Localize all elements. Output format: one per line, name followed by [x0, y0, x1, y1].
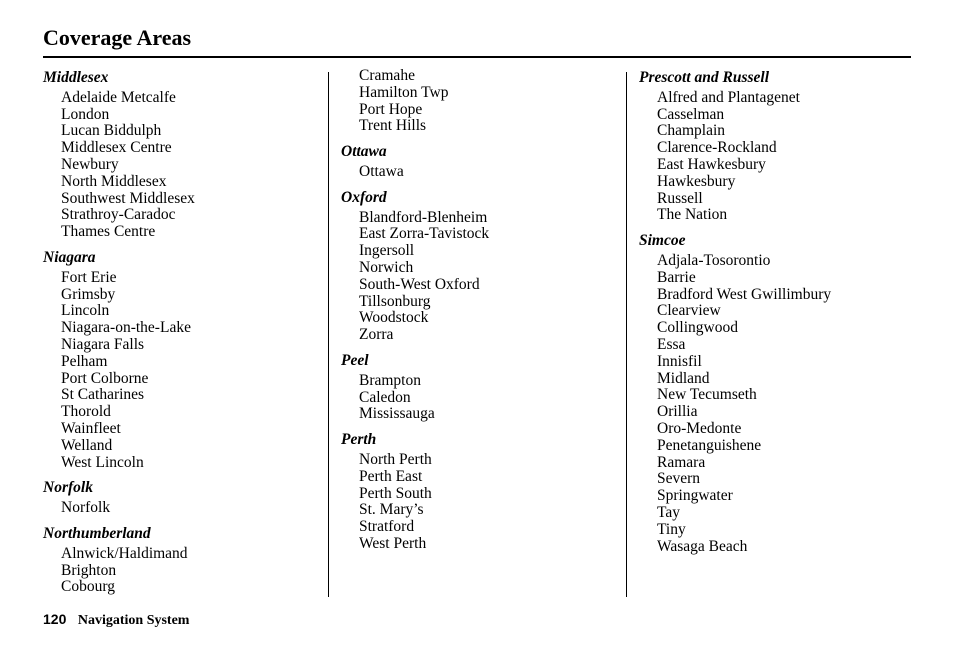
municipality-item: Mississauga [359, 405, 435, 423]
municipality-item: Springwater [657, 487, 733, 505]
municipality-item: London [61, 105, 110, 123]
municipality-item: St Catharines [61, 386, 145, 404]
municipality-item: Barrie [657, 268, 696, 286]
municipality-item: Alnwick/Haldimand [61, 544, 188, 562]
municipality-item: The Nation [657, 206, 728, 224]
column-2 [341, 68, 621, 553]
municipality-item: North Perth [359, 450, 432, 468]
municipality-item: Collingwood [657, 319, 738, 337]
municipality-item: Midland [657, 369, 710, 387]
region-section [43, 478, 323, 517]
region-heading: Peel [341, 351, 369, 369]
municipality-item: Cobourg [61, 578, 115, 596]
municipality-item: Clarence-Rockland [657, 139, 777, 157]
municipality-item: Welland [61, 436, 113, 454]
region-section [43, 68, 323, 241]
municipality-item: Ottawa [359, 162, 404, 180]
page-footer [43, 610, 189, 630]
region-heading: Simcoe [639, 232, 686, 250]
column-1 [43, 68, 323, 596]
region-heading: Niagara [43, 248, 96, 266]
municipality-item: Norwich [359, 258, 414, 276]
municipality-item: Lincoln [61, 302, 110, 320]
municipality-item: Strathroy-Caradoc [61, 206, 176, 224]
region-heading: Middlesex [43, 69, 109, 86]
column-divider [626, 72, 627, 597]
municipality-item: Fort Erie [61, 268, 117, 286]
municipality-item: Zorra [359, 326, 394, 344]
municipality-item: Tay [657, 503, 681, 521]
municipality-item: Niagara-on-the-Lake [61, 319, 191, 337]
title-rule [43, 56, 911, 58]
municipality-item: Innisfil [657, 352, 702, 370]
municipality-item: Perth South [359, 484, 432, 502]
municipality-item: Port Hope [359, 100, 423, 118]
municipality-item: Blandford-Blenheim [359, 208, 488, 226]
municipality-item: Ramara [657, 453, 706, 471]
municipality-item: Cramahe [359, 67, 415, 84]
region-section [43, 248, 323, 471]
municipality-item: Perth East [359, 467, 423, 485]
municipality-item: Adelaide Metcalfe [61, 88, 176, 106]
municipality-item: Niagara Falls [61, 335, 145, 353]
municipality-item: Hamilton Twp [359, 83, 449, 101]
region-section [639, 231, 919, 555]
municipality-item: Trent Hills [359, 117, 427, 135]
municipality-item: Southwest Middlesex [61, 189, 195, 207]
municipality-item: Middlesex Centre [61, 139, 172, 157]
municipality-item: West Perth [359, 534, 427, 552]
municipality-item: Clearview [657, 302, 721, 320]
region-section [43, 524, 323, 596]
municipality-item: Thorold [61, 403, 111, 421]
municipality-item: Thames Centre [61, 223, 156, 241]
region-heading: Perth [341, 431, 377, 449]
municipality-item: Caledon [359, 388, 411, 406]
municipality-item: Penetanguishene [657, 436, 762, 454]
municipality-item: Newbury [61, 155, 119, 173]
municipality-item: Brampton [359, 371, 421, 389]
municipality-item: Tillsonburg [359, 292, 431, 310]
municipality-item: Pelham [61, 352, 108, 370]
region-heading: Ottawa [341, 143, 387, 161]
column-divider [328, 72, 329, 597]
municipality-item: Wasaga Beach [657, 537, 748, 555]
municipality-item: St. Mary’s [359, 501, 424, 519]
municipality-item: Brighton [61, 561, 117, 579]
region-heading: Prescott and Russell [639, 69, 770, 86]
municipality-item: Port Colborne [61, 369, 149, 387]
municipality-item: North Middlesex [61, 172, 167, 190]
municipality-item: Essa [657, 335, 686, 353]
municipality-item: Alfred and Plantagenet [657, 88, 800, 106]
municipality-item: South-West Oxford [359, 275, 480, 293]
municipality-item: Casselman [657, 105, 725, 123]
municipality-item: West Lincoln [61, 453, 144, 471]
municipality-item: Oro-Medonte [657, 419, 742, 437]
footer-label: Navigation System [77, 613, 190, 628]
page-title: Coverage Areas [43, 25, 192, 50]
municipality-item: Tiny [657, 520, 686, 538]
region-section [639, 68, 919, 224]
region-section [341, 68, 621, 135]
region-heading: Northumberland [43, 524, 151, 542]
region-heading: Norfolk [43, 479, 93, 497]
column-3 [639, 68, 919, 555]
municipality-item: Woodstock [359, 309, 429, 327]
region-section [341, 188, 621, 344]
municipality-item: Severn [657, 470, 701, 488]
municipality-item: Lucan Biddulph [61, 122, 162, 140]
municipality-item: Norfolk [61, 499, 111, 517]
region-section [341, 142, 621, 181]
page-number: 120 [43, 611, 67, 627]
municipality-item: Wainfleet [61, 419, 121, 437]
municipality-item: Orillia [657, 403, 698, 421]
region-section [341, 430, 621, 553]
municipality-item: Hawkesbury [657, 172, 736, 190]
municipality-item: Grimsby [61, 285, 116, 303]
region-section [341, 351, 621, 423]
municipality-item: Stratford [359, 518, 415, 536]
municipality-item: East Hawkesbury [657, 155, 766, 173]
municipality-item: New Tecumseth [657, 386, 757, 404]
municipality-item: Bradford West Gwillimbury [657, 285, 832, 303]
municipality-item: Russell [657, 189, 703, 207]
municipality-item: East Zorra-Tavistock [359, 225, 490, 243]
municipality-item: Champlain [657, 122, 726, 140]
municipality-item: Adjala-Tosorontio [657, 251, 771, 269]
region-heading: Oxford [341, 188, 387, 206]
municipality-item: Ingersoll [359, 242, 415, 260]
